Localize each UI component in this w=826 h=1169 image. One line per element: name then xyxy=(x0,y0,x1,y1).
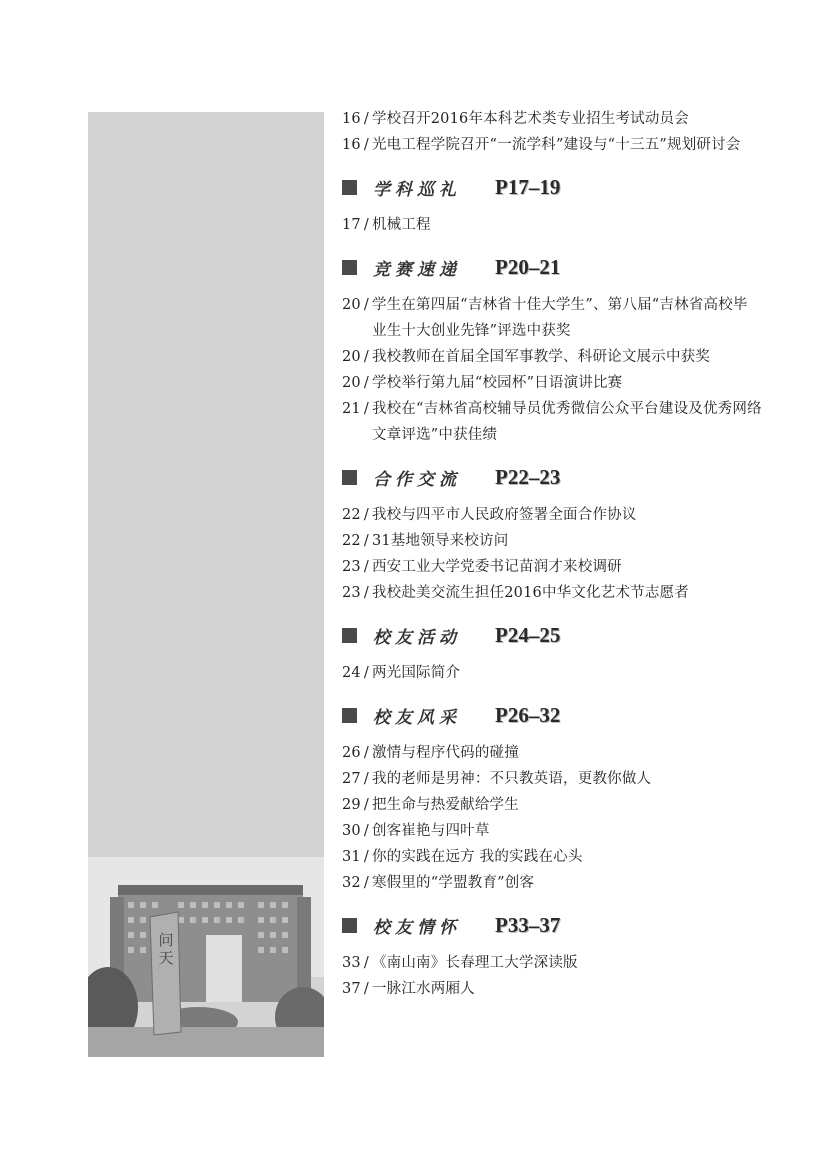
entry-title: 31基地领导来校访问 xyxy=(371,533,509,549)
entry-title: 寒假里的“学盟教育”创客 xyxy=(371,875,535,891)
toc-entry[interactable] xyxy=(342,740,762,766)
entry-separator: / xyxy=(363,745,369,761)
entry-title: 我校赴美交流生担任2016中华文化艺术节志愿者 xyxy=(371,585,689,601)
section-header xyxy=(342,462,762,492)
entry-separator: / xyxy=(363,111,369,127)
entry-separator: / xyxy=(363,401,369,417)
entry-separator: / xyxy=(363,665,369,681)
section-marker-icon xyxy=(342,470,357,485)
section-page-range: P17–19 xyxy=(495,174,561,199)
entry-page-number: 20 xyxy=(342,349,361,365)
entry-separator: / xyxy=(363,137,369,153)
entry-separator: / xyxy=(363,375,369,391)
entry-separator: / xyxy=(363,507,369,523)
entry-title: 学校召开2016年本科艺术类专业招生考试动员会 xyxy=(371,111,689,127)
section-page-range: P20–21 xyxy=(495,254,561,279)
toc-entry[interactable] xyxy=(342,976,762,1002)
section-title: 校友风采 xyxy=(373,707,461,728)
section-marker-icon xyxy=(342,628,357,643)
entry-title: 我校教师在首届全国军事教学、科研论文展示中获奖 xyxy=(371,349,711,365)
section-page-range: P22–23 xyxy=(495,464,561,489)
toc-entry[interactable] xyxy=(342,344,762,370)
entry-page-number: 24 xyxy=(342,665,361,681)
entry-page-number: 22 xyxy=(342,507,361,523)
section-header xyxy=(342,620,762,650)
toc-entry[interactable] xyxy=(342,370,762,396)
entry-page-number: 17 xyxy=(342,217,361,233)
entry-separator: / xyxy=(363,533,369,549)
entry-title: 一脉江水两厢人 xyxy=(371,981,475,997)
section-header xyxy=(342,252,762,282)
toc-entry[interactable] xyxy=(342,106,762,132)
entry-page-number: 31 xyxy=(342,849,361,865)
entry-title: 学生在第四届“吉林省十佳大学生”、第八届“吉林省高校毕业生十大创业先锋”评选中获奖 xyxy=(371,297,748,339)
toc-entry[interactable] xyxy=(342,292,762,344)
entry-separator: / xyxy=(363,217,369,233)
entry-title: 机械工程 xyxy=(371,217,431,233)
section-title: 竞赛速递 xyxy=(373,259,461,280)
section-header xyxy=(342,700,762,730)
entry-separator: / xyxy=(363,297,369,313)
table-of-contents xyxy=(342,106,762,1002)
entry-title: 激情与程序代码的碰撞 xyxy=(371,745,519,761)
toc-entry[interactable] xyxy=(342,660,762,686)
entry-title: 光电工程学院召开“一流学科”建设与“十三五”规划研讨会 xyxy=(371,137,741,153)
toc-entry[interactable] xyxy=(342,502,762,528)
toc-entry[interactable] xyxy=(342,766,762,792)
entry-page-number: 21 xyxy=(342,401,361,417)
entry-page-number: 20 xyxy=(342,297,361,313)
entry-separator: / xyxy=(363,559,369,575)
entry-separator: / xyxy=(363,585,369,601)
section-marker-icon xyxy=(342,180,357,195)
entry-separator: / xyxy=(363,955,369,971)
entry-separator: / xyxy=(363,981,369,997)
entry-title: 创客崔艳与四叶草 xyxy=(371,823,490,839)
toc-entry[interactable] xyxy=(342,212,762,238)
entry-page-number: 23 xyxy=(342,585,361,601)
section-marker-icon xyxy=(342,708,357,723)
entry-title: 学校举行第九届“校园杯”日语演讲比赛 xyxy=(371,375,623,391)
entry-page-number: 33 xyxy=(342,955,361,971)
entry-page-number: 37 xyxy=(342,981,361,997)
section-title: 合作交流 xyxy=(373,469,461,490)
entry-title: 两光国际简介 xyxy=(371,665,461,681)
toc-entry[interactable] xyxy=(342,396,762,448)
entry-title: 我的老师是男神：不只教英语，更教你做人 xyxy=(371,771,652,787)
entry-separator: / xyxy=(363,875,369,891)
entry-page-number: 32 xyxy=(342,875,361,891)
entry-page-number: 16 xyxy=(342,137,361,153)
entry-separator: / xyxy=(363,849,369,865)
section-title: 学科巡礼 xyxy=(373,179,461,200)
toc-entry[interactable] xyxy=(342,818,762,844)
section-title: 校友情怀 xyxy=(373,917,461,938)
section-title: 校友活动 xyxy=(373,627,461,648)
entry-title: 把生命与热爱献给学生 xyxy=(371,797,519,813)
entry-title: 西安工业大学党委书记苗润才来校调研 xyxy=(371,559,622,575)
campus-building-photo xyxy=(88,857,324,1057)
section-marker-icon xyxy=(342,260,357,275)
entry-title: 《南山南》长春理工大学深读版 xyxy=(371,955,578,971)
section-header xyxy=(342,910,762,940)
section-page-range: P33–37 xyxy=(495,912,561,937)
entry-page-number: 22 xyxy=(342,533,361,549)
entry-title: 我校与四平市人民政府签署全面合作协议 xyxy=(371,507,637,523)
entry-page-number: 26 xyxy=(342,745,361,761)
section-page-range: P26–32 xyxy=(495,702,561,727)
section-page-range: P24–25 xyxy=(495,622,561,647)
entry-page-number: 27 xyxy=(342,771,361,787)
toc-entry[interactable] xyxy=(342,792,762,818)
entry-separator: / xyxy=(363,771,369,787)
entry-page-number: 23 xyxy=(342,559,361,575)
toc-entry[interactable] xyxy=(342,870,762,896)
entry-separator: / xyxy=(363,797,369,813)
toc-entry[interactable] xyxy=(342,844,762,870)
toc-entry[interactable] xyxy=(342,950,762,976)
toc-entry[interactable] xyxy=(342,580,762,606)
stone-inscription: 问天 xyxy=(158,931,174,967)
entry-page-number: 20 xyxy=(342,375,361,391)
entry-page-number: 29 xyxy=(342,797,361,813)
section-marker-icon xyxy=(342,918,357,933)
toc-entry[interactable] xyxy=(342,528,762,554)
side-panel xyxy=(88,112,324,1057)
entry-page-number: 16 xyxy=(342,111,361,127)
toc-entry[interactable] xyxy=(342,132,762,158)
entry-separator: / xyxy=(363,823,369,839)
section-header xyxy=(342,172,762,202)
entry-title: 我校在“吉林省高校辅导员优秀微信公众平台建设及优秀网络文章评选”中获佳绩 xyxy=(371,401,762,443)
entry-title: 你的实践在远方 我的实践在心头 xyxy=(371,849,583,865)
toc-entry[interactable] xyxy=(342,554,762,580)
entry-separator: / xyxy=(363,349,369,365)
entry-page-number: 30 xyxy=(342,823,361,839)
